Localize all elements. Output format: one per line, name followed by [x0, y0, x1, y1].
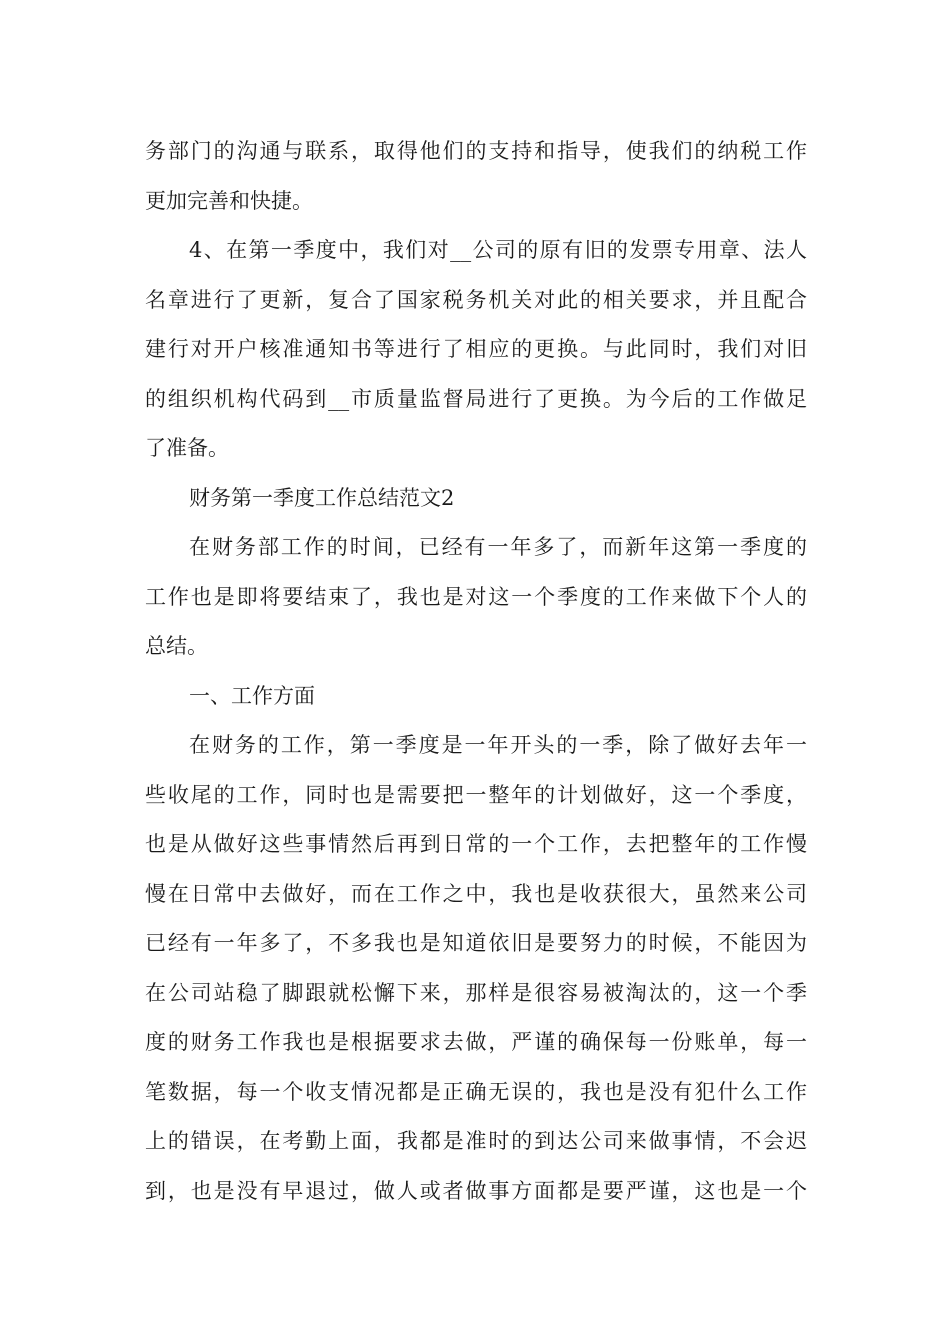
text-line-5: 建行对开户核准通知书等进行了相应的更换。与此同时，我们对旧 [145, 337, 807, 361]
text-line-6: 的组织机构代码到__市质量监督局进行了更换。为今后的工作做足 [145, 386, 807, 411]
text-line-13: 在财务的工作，第一季度是一年开头的一季，除了做好去年一 [189, 733, 807, 757]
text-line-19: 度的财务工作我也是根据要求去做，严谨的确保每一份账单，每一 [145, 1030, 807, 1054]
text-line-14: 些收尾的工作，同时也是需要把一整年的计划做好，这一个季度， [145, 782, 807, 807]
text-line-7: 了准备。 [145, 436, 229, 460]
text-line-20: 笔数据，每一个收支情况都是正确无误的，我也是没有犯什么工作 [145, 1079, 807, 1104]
subsection-heading: 一、工作方面 [189, 683, 315, 708]
text-line-17: 已经有一年多了，不多我也是知道依旧是要努力的时候，不能因为 [145, 931, 807, 955]
text-line-15: 也是从做好这些事情然后再到日常的一个工作，去把整年的工作慢 [145, 832, 807, 856]
text-line-2: 更加完善和快捷。 [145, 188, 313, 213]
text-line-18: 在公司站稳了脚跟就松懈下来，那样是很容易被淘汰的，这一个季 [145, 980, 807, 1005]
text-line-10: 工作也是即将要结束了，我也是对这一个季度的工作来做下个人的 [145, 584, 807, 609]
text-line-11: 总结。 [145, 634, 208, 658]
section-heading: 财务第一季度工作总结范文2 [189, 485, 455, 510]
text-line-21: 上的错误，在考勤上面，我都是准时的到达公司来做事情，不会迟 [145, 1129, 807, 1153]
text-line-3: 4、在第一季度中，我们对__公司的原有旧的发票专用章、法人 [189, 238, 807, 262]
document-body [145, 127, 807, 1216]
text-line-4: 名章进行了更新，复合了国家税务机关对此的相关要求，并且配合 [145, 287, 807, 312]
text-line-16: 慢在日常中去做好，而在工作之中，我也是收获很大，虽然来公司 [145, 881, 807, 906]
text-line-1: 务部门的沟通与联系，取得他们的支持和指导，使我们的纳税工作 [145, 139, 807, 163]
text-line-22: 到，也是没有早退过，做人或者做事方面都是要严谨，这也是一个 [145, 1178, 807, 1203]
text-line-9: 在财务部工作的时间，已经有一年多了，而新年这第一季度的 [189, 535, 807, 559]
